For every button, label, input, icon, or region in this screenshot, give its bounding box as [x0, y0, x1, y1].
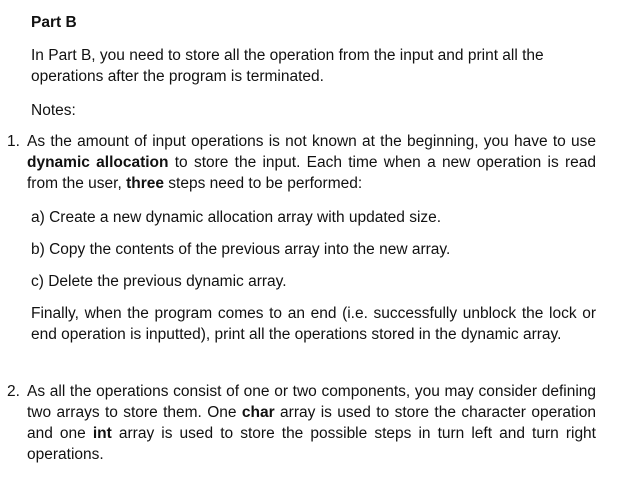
substep-a: a) Create a new dynamic allocation array with updated size.	[31, 209, 442, 226]
emphasis-three: three	[126, 175, 164, 192]
intro-paragraph: In Part B, you need to store all the operation from the input and print all the operations after the program is terminated.	[31, 47, 544, 85]
substep-c: c) Delete the previous dynamic array.	[31, 273, 287, 290]
list-item-number: 1.	[7, 133, 20, 150]
section-heading: Part B	[31, 14, 77, 31]
final-paragraph: Finally, when the program comes to an end (i.e. successfully unblock the lock or end operation is inputted), print all the operations stored in the dynamic array.	[31, 305, 596, 343]
emphasis-int: int	[92, 425, 112, 442]
notes-label: Notes:	[31, 102, 76, 119]
list-item-text: As the amount of input operations is not known at the beginning, you have to use dynamic allocation to store the input. Each time when a new operation is read from the user, three steps need to be performed:	[27, 133, 596, 192]
list-item-number: 2.	[7, 383, 20, 400]
emphasis-dynamic-allocation: dynamic allocation	[27, 154, 169, 171]
emphasis-char: char	[241, 404, 275, 421]
list-item-text: As all the operations consist of one or two components, you may consider defining two arrays to store them. One char array is used to store the character operation and one int array is used to store the possible steps in turn left and turn right operations.	[27, 383, 596, 463]
substep-b: b) Copy the contents of the previous array into the new array.	[31, 241, 451, 258]
